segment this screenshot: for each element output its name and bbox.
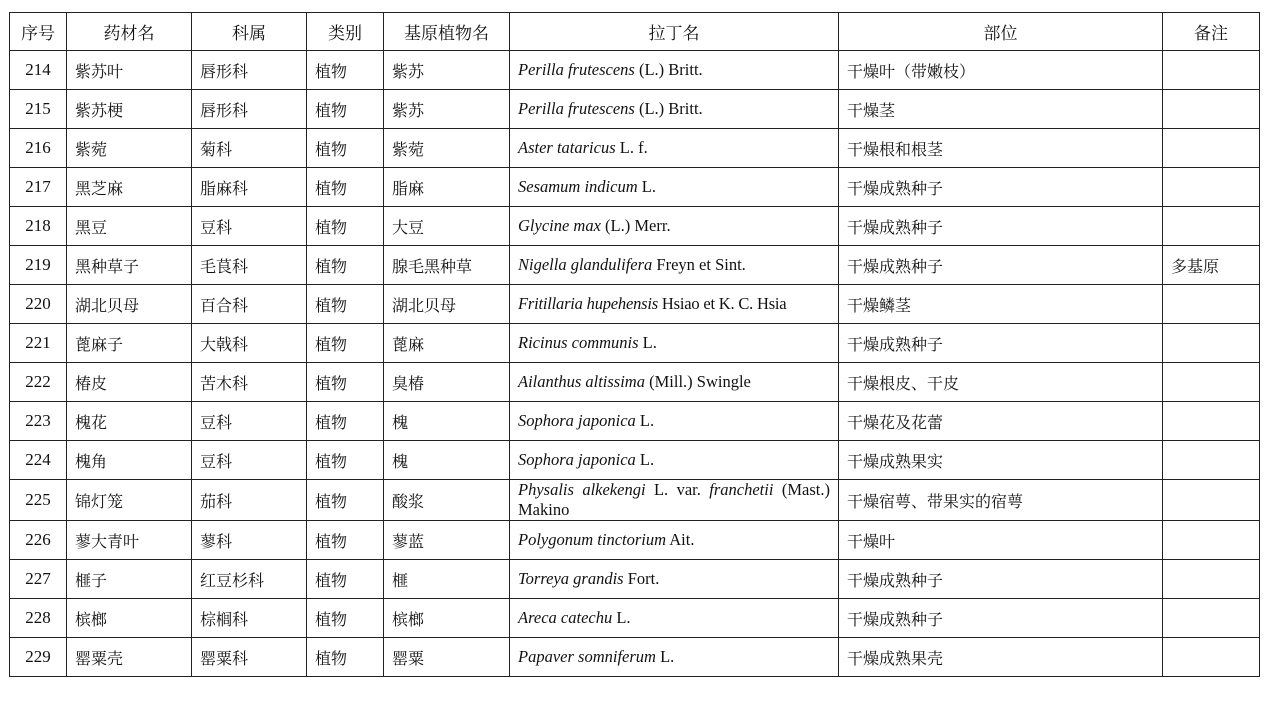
cell-no: 217 <box>10 168 67 207</box>
cell-no: 218 <box>10 207 67 246</box>
table-row <box>10 402 1260 441</box>
cell-herb-name: 椿皮 <box>67 363 192 402</box>
header-family: 科属 <box>192 13 307 51</box>
table-row <box>10 129 1260 168</box>
cell-no: 227 <box>10 560 67 599</box>
cell-note: 多基原 <box>1163 246 1260 285</box>
cell-herb-name: 锦灯笼 <box>67 480 192 521</box>
cell-latin: Nigella glandulifera Freyn et Sint. <box>510 246 839 285</box>
table-row <box>10 480 1260 521</box>
cell-family: 罂粟科 <box>192 638 307 677</box>
cell-part: 干燥叶（带嫩枝） <box>839 51 1163 90</box>
cell-herb-name: 槐花 <box>67 402 192 441</box>
cell-family: 大戟科 <box>192 324 307 363</box>
cell-family: 豆科 <box>192 207 307 246</box>
cell-part: 干燥成熟果壳 <box>839 638 1163 677</box>
cell-no: 228 <box>10 599 67 638</box>
cell-part: 干燥成熟种子 <box>839 168 1163 207</box>
cell-no: 216 <box>10 129 67 168</box>
cell-part: 干燥叶 <box>839 521 1163 560</box>
cell-no: 225 <box>10 480 67 521</box>
cell-category: 植物 <box>307 599 384 638</box>
table-row <box>10 363 1260 402</box>
table-row <box>10 168 1260 207</box>
table-row <box>10 51 1260 90</box>
cell-latin: Areca catechu L. <box>510 599 839 638</box>
cell-family: 豆科 <box>192 441 307 480</box>
cell-plant: 大豆 <box>384 207 510 246</box>
cell-category: 植物 <box>307 246 384 285</box>
cell-no: 222 <box>10 363 67 402</box>
header-part: 部位 <box>839 13 1163 51</box>
table-row <box>10 90 1260 129</box>
cell-category: 植物 <box>307 285 384 324</box>
header-row <box>10 13 1260 51</box>
cell-latin: Torreya grandis Fort. <box>510 560 839 599</box>
cell-note <box>1163 207 1260 246</box>
cell-category: 植物 <box>307 363 384 402</box>
cell-plant: 紫苏 <box>384 51 510 90</box>
table-row <box>10 246 1260 285</box>
cell-plant: 臭椿 <box>384 363 510 402</box>
table-row <box>10 560 1260 599</box>
herb-table <box>9 12 1260 677</box>
cell-part: 干燥茎 <box>839 90 1163 129</box>
cell-category: 植物 <box>307 324 384 363</box>
header-note: 备注 <box>1163 13 1260 51</box>
cell-herb-name: 紫苏梗 <box>67 90 192 129</box>
cell-category: 植物 <box>307 51 384 90</box>
cell-herb-name: 榧子 <box>67 560 192 599</box>
cell-herb-name: 黑豆 <box>67 207 192 246</box>
cell-category: 植物 <box>307 402 384 441</box>
cell-category: 植物 <box>307 90 384 129</box>
cell-latin: Glycine max (L.) Merr. <box>510 207 839 246</box>
cell-note <box>1163 363 1260 402</box>
cell-family: 毛茛科 <box>192 246 307 285</box>
cell-no: 229 <box>10 638 67 677</box>
table-row <box>10 599 1260 638</box>
cell-herb-name: 黑芝麻 <box>67 168 192 207</box>
cell-plant: 蓖麻 <box>384 324 510 363</box>
cell-category: 植物 <box>307 207 384 246</box>
cell-latin: Papaver somniferum L. <box>510 638 839 677</box>
cell-herb-name: 罂粟壳 <box>67 638 192 677</box>
cell-family: 唇形科 <box>192 51 307 90</box>
cell-family: 唇形科 <box>192 90 307 129</box>
cell-herb-name: 黑种草子 <box>67 246 192 285</box>
cell-latin: Fritillaria hupehensis Hsiao et K. C. Hsia <box>510 285 839 324</box>
table-row <box>10 285 1260 324</box>
cell-no: 223 <box>10 402 67 441</box>
cell-part: 干燥成熟种子 <box>839 599 1163 638</box>
cell-plant: 槟榔 <box>384 599 510 638</box>
cell-category: 植物 <box>307 560 384 599</box>
cell-no: 226 <box>10 521 67 560</box>
cell-family: 豆科 <box>192 402 307 441</box>
cell-category: 植物 <box>307 168 384 207</box>
cell-herb-name: 紫菀 <box>67 129 192 168</box>
cell-no: 221 <box>10 324 67 363</box>
cell-note <box>1163 324 1260 363</box>
cell-note <box>1163 402 1260 441</box>
cell-plant: 罂粟 <box>384 638 510 677</box>
cell-no: 224 <box>10 441 67 480</box>
cell-note <box>1163 441 1260 480</box>
cell-latin: Perilla frutescens (L.) Britt. <box>510 51 839 90</box>
cell-family: 棕榈科 <box>192 599 307 638</box>
cell-herb-name: 蓼大青叶 <box>67 521 192 560</box>
cell-note <box>1163 521 1260 560</box>
cell-note <box>1163 560 1260 599</box>
cell-latin: Ailanthus altissima (Mill.) Swingle <box>510 363 839 402</box>
cell-plant: 酸浆 <box>384 480 510 521</box>
cell-category: 植物 <box>307 441 384 480</box>
cell-plant: 湖北贝母 <box>384 285 510 324</box>
cell-family: 菊科 <box>192 129 307 168</box>
table-row <box>10 324 1260 363</box>
cell-family: 蓼科 <box>192 521 307 560</box>
cell-part: 干燥成熟果实 <box>839 441 1163 480</box>
cell-part: 干燥花及花蕾 <box>839 402 1163 441</box>
header-latin: 拉丁名 <box>510 13 839 51</box>
cell-category: 植物 <box>307 638 384 677</box>
cell-plant: 腺毛黑种草 <box>384 246 510 285</box>
cell-latin: Sophora japonica L. <box>510 402 839 441</box>
cell-family: 茄科 <box>192 480 307 521</box>
cell-note <box>1163 599 1260 638</box>
cell-note <box>1163 168 1260 207</box>
header-plant: 基原植物名 <box>384 13 510 51</box>
cell-part: 干燥根皮、干皮 <box>839 363 1163 402</box>
cell-category: 植物 <box>307 480 384 521</box>
table-row <box>10 207 1260 246</box>
cell-category: 植物 <box>307 129 384 168</box>
table-row <box>10 521 1260 560</box>
cell-latin: Ricinus communis L. <box>510 324 839 363</box>
cell-part: 干燥鳞茎 <box>839 285 1163 324</box>
cell-latin: Perilla frutescens (L.) Britt. <box>510 90 839 129</box>
cell-category: 植物 <box>307 521 384 560</box>
cell-latin: Sesamum indicum L. <box>510 168 839 207</box>
cell-latin: Polygonum tinctorium Ait. <box>510 521 839 560</box>
cell-plant: 槐 <box>384 402 510 441</box>
cell-note <box>1163 51 1260 90</box>
cell-herb-name: 槟榔 <box>67 599 192 638</box>
cell-herb-name: 湖北贝母 <box>67 285 192 324</box>
cell-note <box>1163 129 1260 168</box>
cell-plant: 蓼蓝 <box>384 521 510 560</box>
cell-herb-name: 槐角 <box>67 441 192 480</box>
cell-note <box>1163 90 1260 129</box>
cell-latin: Sophora japonica L. <box>510 441 839 480</box>
header-no: 序号 <box>10 13 67 51</box>
cell-family: 苦木科 <box>192 363 307 402</box>
cell-no: 219 <box>10 246 67 285</box>
cell-note <box>1163 480 1260 521</box>
cell-no: 220 <box>10 285 67 324</box>
cell-herb-name: 蓖麻子 <box>67 324 192 363</box>
header-herb-name: 药材名 <box>67 13 192 51</box>
header-category: 类别 <box>307 13 384 51</box>
cell-part: 干燥成熟种子 <box>839 207 1163 246</box>
cell-no: 214 <box>10 51 67 90</box>
table-row <box>10 441 1260 480</box>
cell-note <box>1163 285 1260 324</box>
cell-family: 脂麻科 <box>192 168 307 207</box>
cell-plant: 紫苏 <box>384 90 510 129</box>
cell-note <box>1163 638 1260 677</box>
cell-part: 干燥成熟种子 <box>839 560 1163 599</box>
cell-plant: 榧 <box>384 560 510 599</box>
cell-herb-name: 紫苏叶 <box>67 51 192 90</box>
cell-family: 百合科 <box>192 285 307 324</box>
cell-part: 干燥成熟种子 <box>839 246 1163 285</box>
cell-part: 干燥宿萼、带果实的宿萼 <box>839 480 1163 521</box>
cell-latin: Physalis alkekengi L. var. franchetii (Mast.) Makino <box>510 480 839 521</box>
cell-plant: 紫菀 <box>384 129 510 168</box>
cell-family: 红豆杉科 <box>192 560 307 599</box>
cell-latin: Aster tataricus L. f. <box>510 129 839 168</box>
table-row <box>10 638 1260 677</box>
cell-part: 干燥成熟种子 <box>839 324 1163 363</box>
cell-part: 干燥根和根茎 <box>839 129 1163 168</box>
cell-plant: 脂麻 <box>384 168 510 207</box>
cell-plant: 槐 <box>384 441 510 480</box>
cell-no: 215 <box>10 90 67 129</box>
